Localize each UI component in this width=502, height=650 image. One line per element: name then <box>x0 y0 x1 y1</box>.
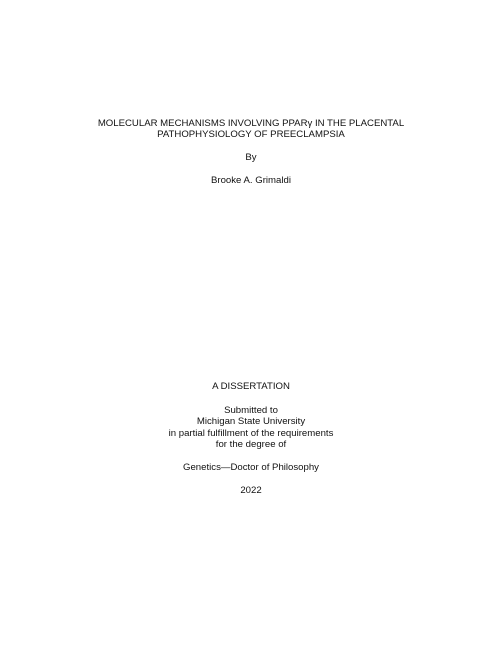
document-type: A DISSERTATION <box>212 381 290 392</box>
submitted-line-4: for the degree of <box>215 439 287 450</box>
submitted-line-2: Michigan State University <box>196 416 306 427</box>
submitted-line-3: in partial fulfillment of the requirements <box>168 428 334 439</box>
submitted-line-1: Submitted to <box>224 405 278 416</box>
degree: Genetics—Doctor of Philosophy <box>183 462 319 473</box>
title-line-2: PATHOPHYSIOLOGY OF PREECLAMPSIA <box>157 129 345 140</box>
title-line-1: MOLECULAR MECHANISMS INVOLVING PPARγ IN THE PLACENTAL <box>97 118 405 129</box>
author-name: Brooke A. Grimaldi <box>211 175 291 186</box>
year: 2022 <box>240 485 262 496</box>
by-label: By <box>245 152 257 163</box>
